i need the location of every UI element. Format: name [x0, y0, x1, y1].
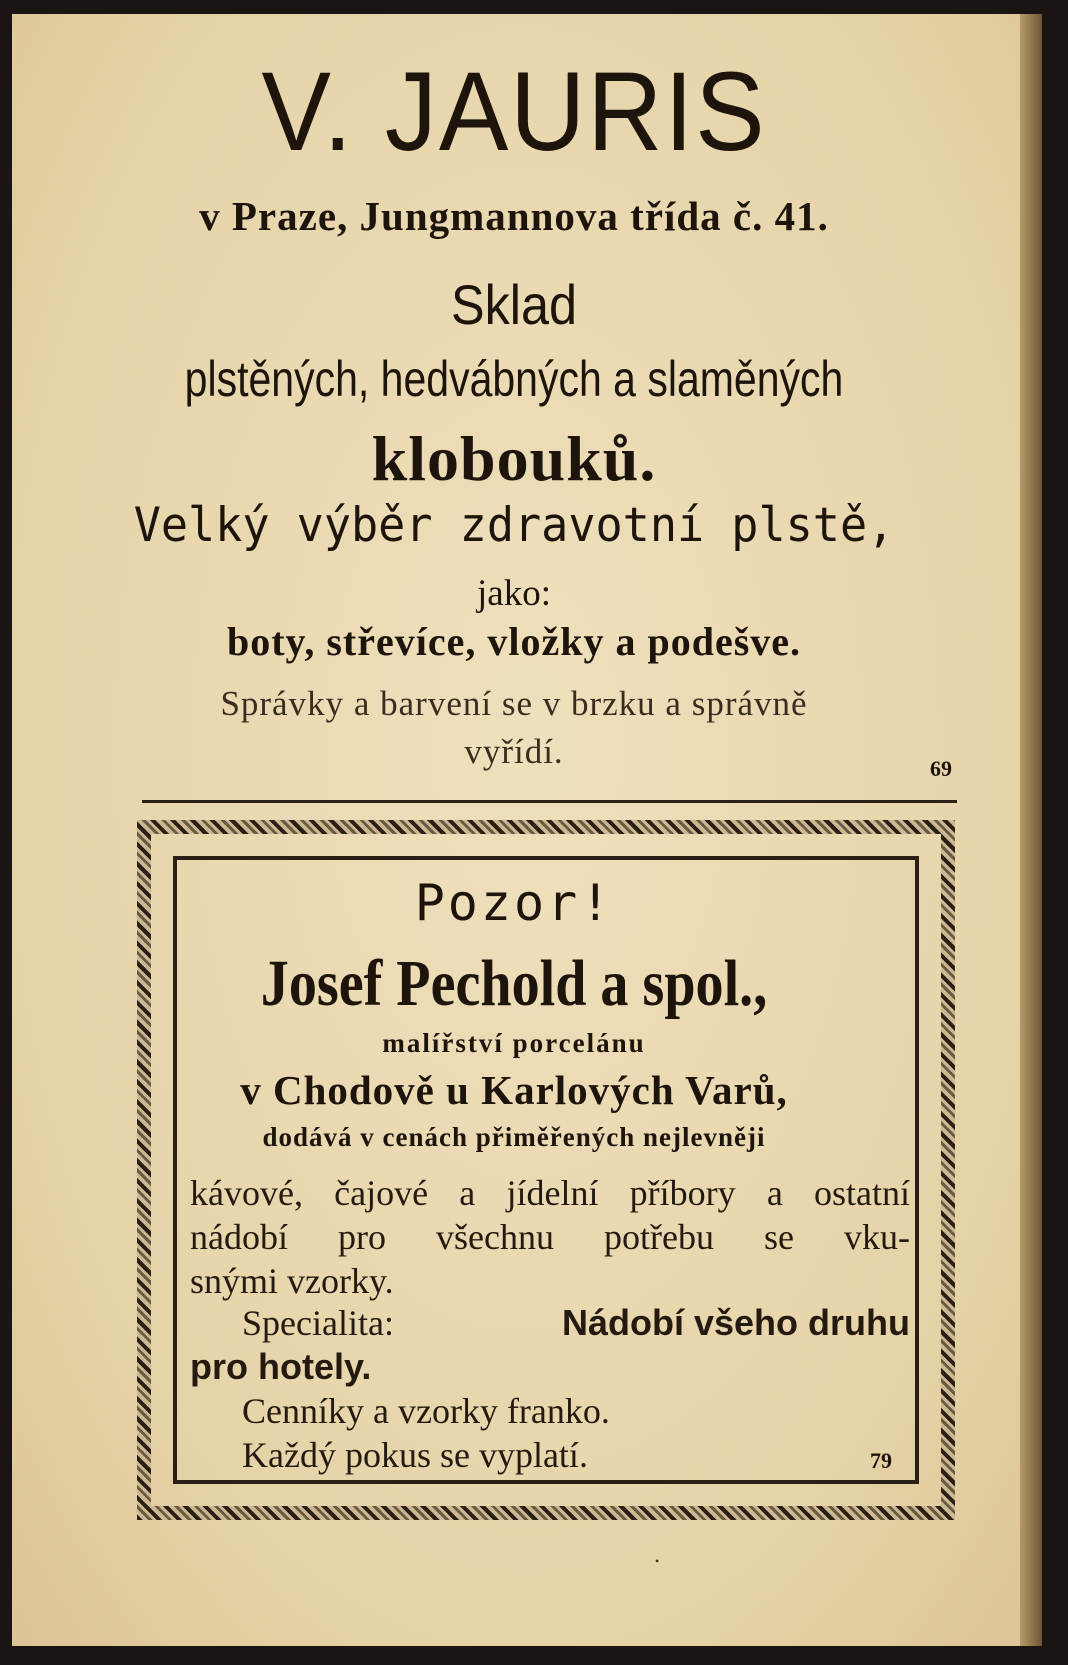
- paper-speck: •: [655, 1554, 660, 1568]
- ad1-selection: Velký výběr zdravotní plstě,: [133, 498, 895, 553]
- ad1-repairs-line1: Správky a barvení se v brzku a správně: [220, 684, 808, 723]
- ad2-firm-name: Josef Pechold a spol.,: [260, 947, 768, 1020]
- ad1-such-as: jako:: [477, 573, 551, 614]
- ad1-number: 69: [930, 756, 952, 781]
- section-divider: [142, 800, 957, 803]
- ad1-hat-kinds: plstěných, hedvábných a slaměných: [184, 351, 844, 407]
- ad1-title: V. JAURIS: [261, 49, 767, 174]
- ad2-place: v Chodově u Karlových Varů,: [240, 1067, 788, 1113]
- ad2-body-line2: nádobí pro všechnu potřebu se vku-: [190, 1217, 910, 1257]
- ad1-hats: klobouků.: [371, 423, 657, 494]
- ad2-specialty-text: Nádobí všeho druhu: [561, 1302, 910, 1343]
- ad2-specialty-label: Specialita:: [242, 1303, 394, 1343]
- ad2-craft: malířství porcelánu: [382, 1028, 646, 1058]
- ad1-goods: boty, střevíce, vložky a podešve.: [226, 619, 802, 664]
- ad2-attempt: Každý pokus se vyplatí.: [242, 1435, 588, 1475]
- ad2-specialty-line: [242, 1302, 910, 1344]
- ad2-body-line3: snými vzorky.: [190, 1261, 394, 1301]
- book-spine-edge: [1020, 14, 1042, 1646]
- ad1-heading: Sklad: [450, 273, 578, 336]
- ad1-repairs-line2: vyřídí.: [464, 732, 564, 771]
- ad2-title: Pozor!: [414, 874, 614, 932]
- catalog-page: [12, 14, 1042, 1646]
- ad2-body-line1: kávové, čajové a jídelní příbory a ostatní: [190, 1173, 910, 1213]
- ad1-address: v Praze, Jungmannova třída č. 41.: [199, 193, 829, 239]
- ad2-number: 79: [870, 1448, 892, 1473]
- ad2-pricelists: Cenníky a vzorky franko.: [242, 1391, 610, 1431]
- ad2-specialty-cont: pro hotely.: [190, 1346, 372, 1387]
- ad2-supply: dodává v cenách přiměřených nejlevněji: [262, 1122, 766, 1152]
